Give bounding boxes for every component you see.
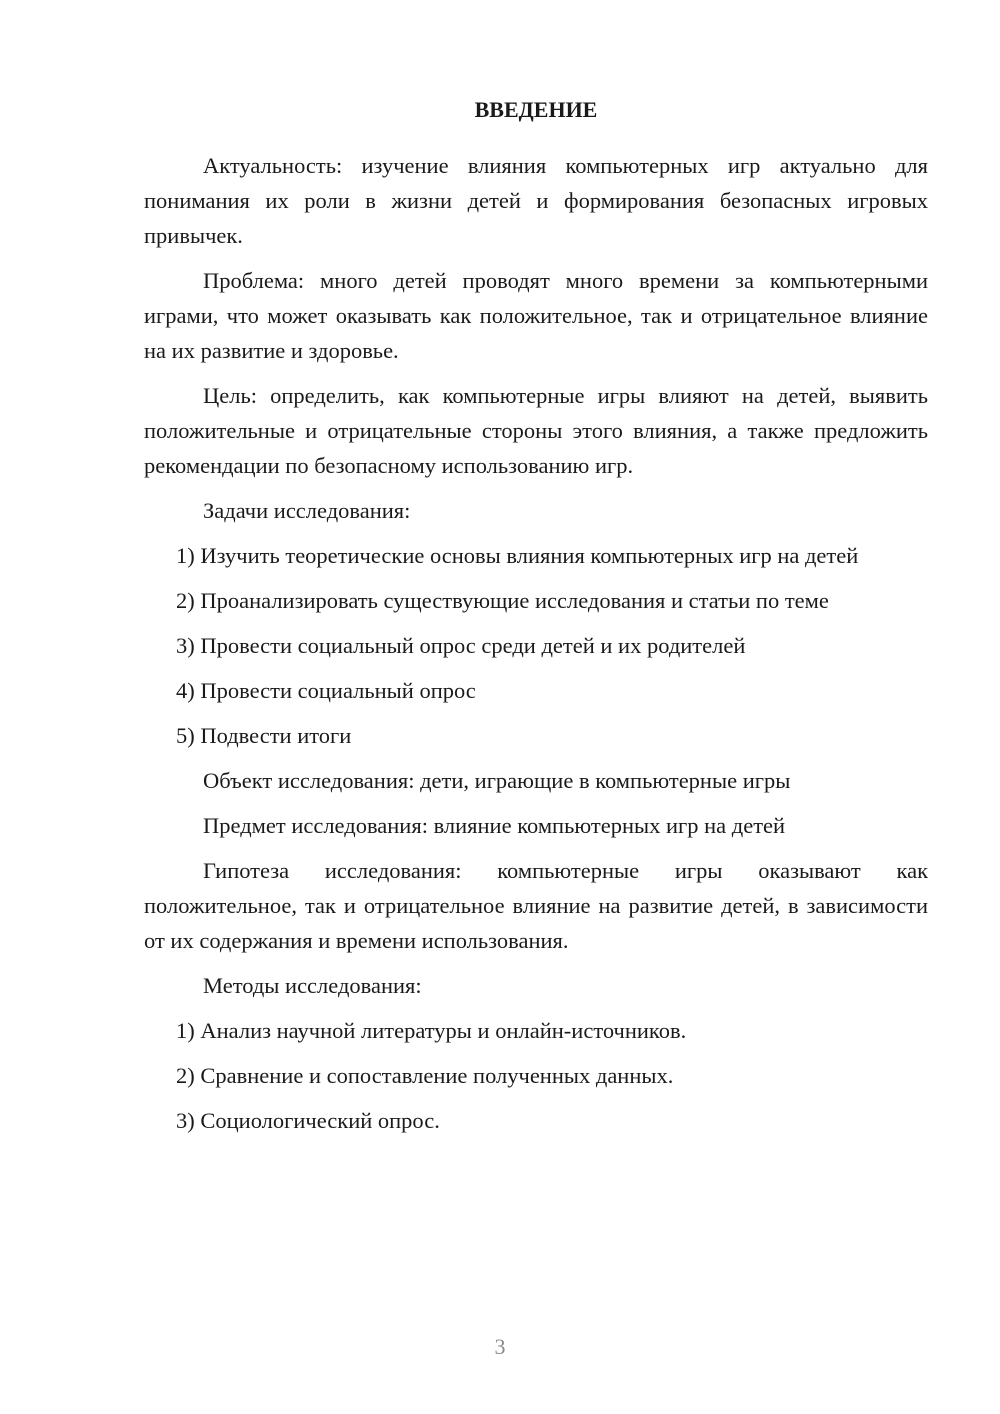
document-page bbox=[144, 92, 928, 1148]
subject-line: Предмет исследования: влияние компьютерных игр на детей bbox=[203, 813, 786, 838]
methods-heading: Методы исследования: bbox=[203, 973, 422, 998]
section-title: ВВЕДЕНИЕ bbox=[474, 97, 598, 122]
method-item: 3) Социологический опрос. bbox=[176, 1108, 440, 1133]
tasks-heading: Задачи исследования: bbox=[203, 498, 411, 523]
task-item: 1) Изучить теоретические основы влияния компьютерных игр на детей bbox=[176, 543, 859, 568]
task-item: 5) Подвести итоги bbox=[176, 723, 352, 748]
goal-paragraph: Цель: определить, как компьютерные игры влияют на детей, выявить положительные и отрицательные стороны этого влияния, а также предложить рекомендации по безопасному использованию игр. bbox=[144, 383, 928, 478]
object-line: Объект исследования: дети, играющие в компьютерные игры bbox=[203, 768, 791, 793]
page-number: 3 bbox=[494, 1334, 506, 1359]
task-item: 2) Проанализировать существующие исследования и статьи по теме bbox=[176, 588, 829, 613]
relevance-paragraph: Актуальность: изучение влияния компьютерных игр актуально для понимания их роли в жизни детей и формирования безопасных игровых привычек. bbox=[144, 153, 928, 248]
task-item: 4) Провести социальный опрос bbox=[176, 678, 476, 703]
problem-paragraph: Проблема: много детей проводят много времени за компьютерными играми, что может оказывать как положительное, так и отрицательное влияние на их развитие и здоровье. bbox=[144, 268, 928, 363]
task-item: 3) Провести социальный опрос среди детей и их родителей bbox=[176, 633, 746, 658]
method-item: 2) Сравнение и сопоставление полученных данных. bbox=[176, 1063, 674, 1088]
hypothesis-paragraph: Гипотеза исследования: компьютерные игры оказывают как положительное, так и отрицательное влияние на развитие детей, в зависимости от их содержания и времени использования. bbox=[144, 858, 928, 953]
method-item: 1) Анализ научной литературы и онлайн-источников. bbox=[176, 1018, 687, 1043]
